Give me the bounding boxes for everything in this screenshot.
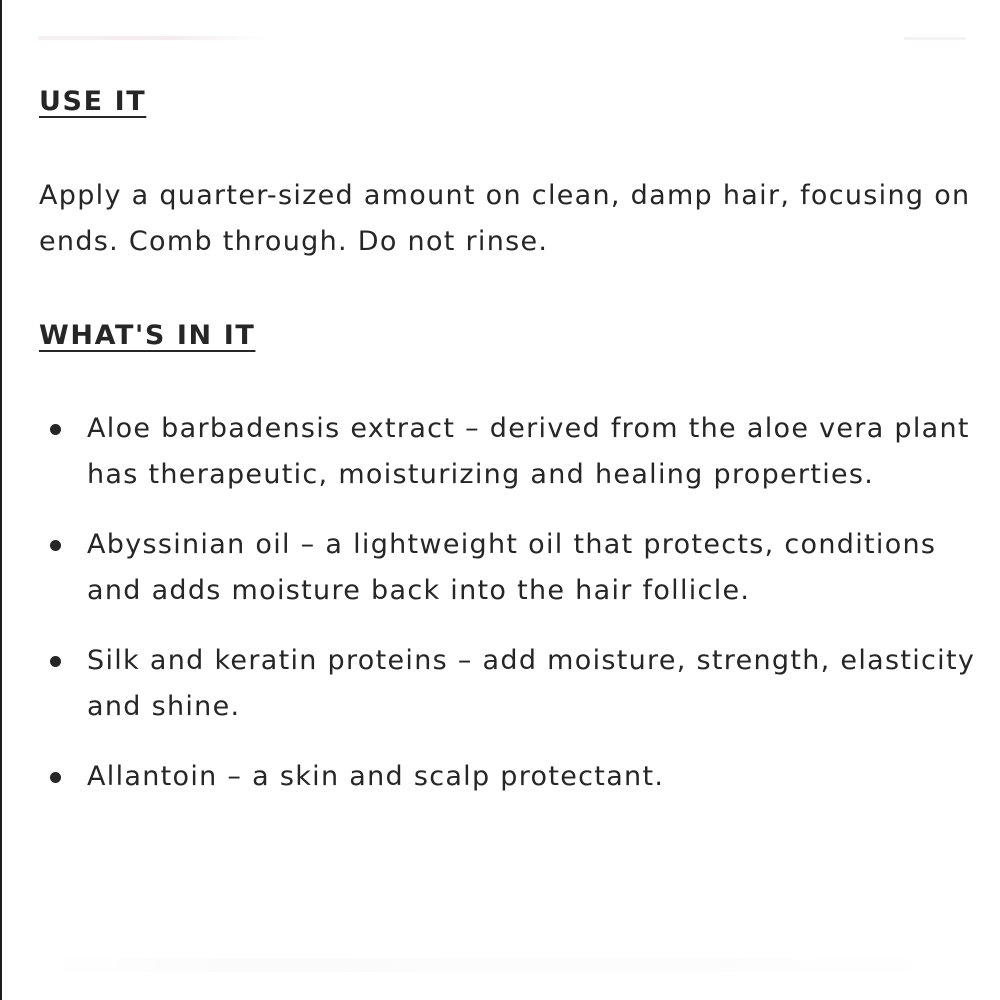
- ingredient-text: Abyssinian oil – a lightweight oil that protects, conditions and adds moisture back into the hair follicle.: [87, 529, 937, 606]
- use-it-instructions: Apply a quarter-sized amount on clean, damp hair, focusing on ends. Comb through. Do not rinse.: [39, 180, 971, 257]
- bullet-icon: [50, 540, 61, 551]
- ingredients-list: [39, 406, 989, 824]
- ingredient-text: Silk and keratin proteins – add moisture, strength, elasticity and shine.: [87, 645, 976, 722]
- bullet-icon: [50, 772, 61, 783]
- ingredient-item: [39, 638, 989, 730]
- ingredient-text: Allantoin – a skin and scalp protectant.: [87, 761, 665, 792]
- use-it-heading: USE IT: [39, 86, 147, 117]
- ingredient-item: [39, 406, 989, 498]
- faded-text-line: [46, 958, 946, 972]
- bullet-icon: [50, 656, 61, 667]
- ingredient-text: Aloe barbadensis extract – derived from the aloe vera plant has therapeutic, moisturizing and healing properties.: [87, 413, 970, 490]
- faded-divider-left: [38, 36, 266, 40]
- faded-divider-right: [904, 37, 966, 40]
- ingredient-item: [39, 522, 989, 614]
- bullet-icon: [50, 424, 61, 435]
- ingredient-item: [39, 754, 989, 800]
- whats-in-it-heading: WHAT'S IN IT: [39, 320, 256, 351]
